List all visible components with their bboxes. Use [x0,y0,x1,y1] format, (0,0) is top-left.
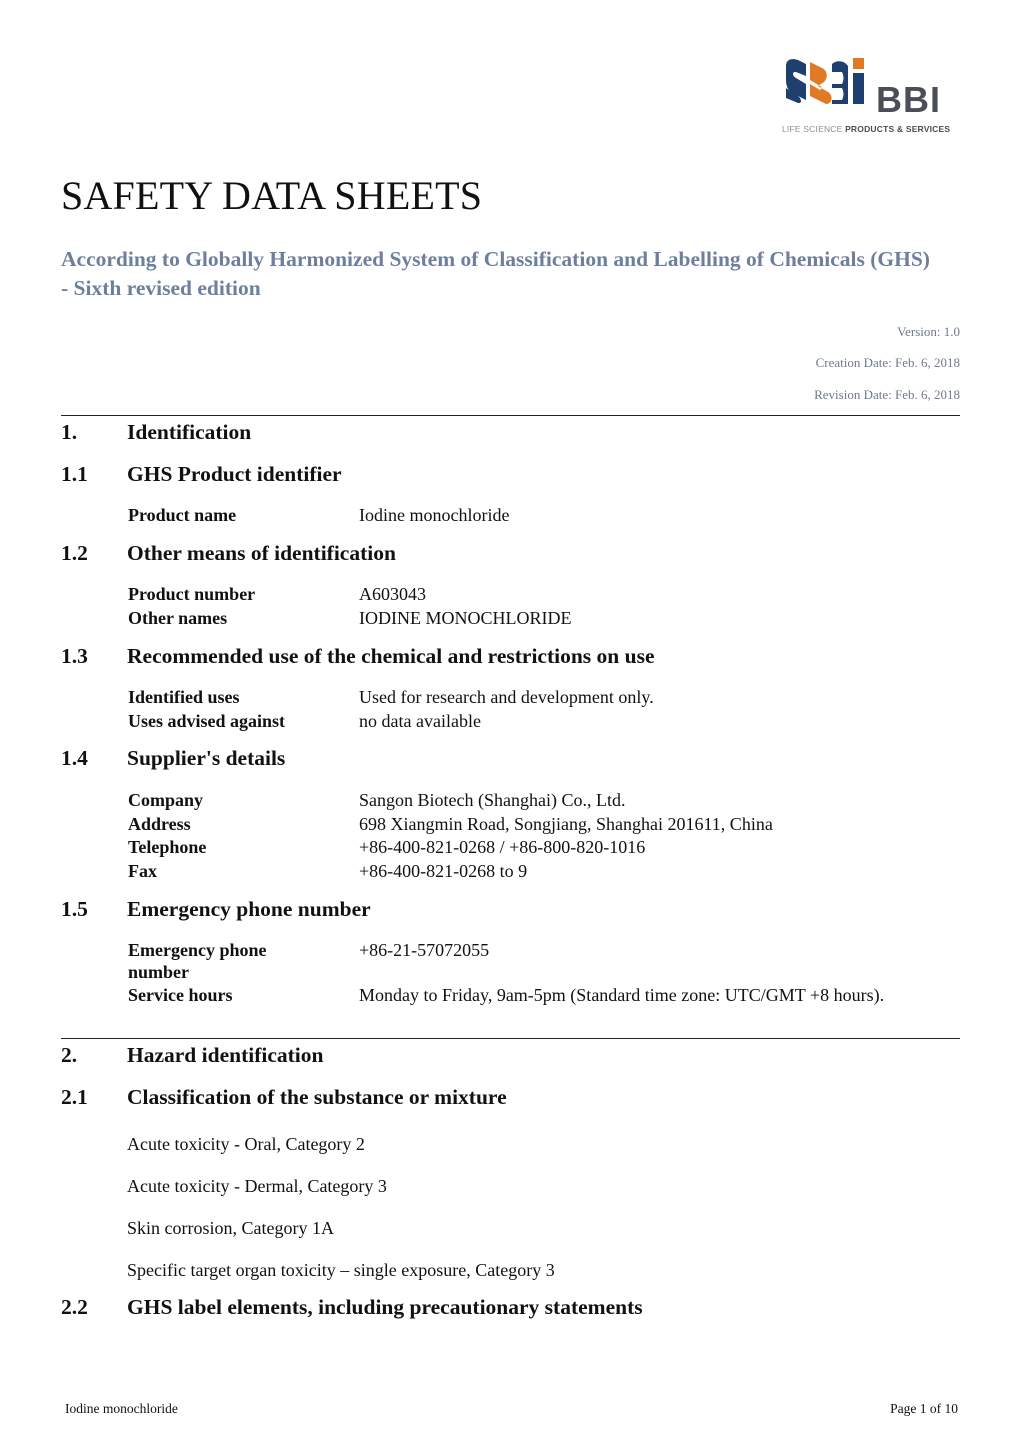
footer-product-name: Iodine monochloride [65,1401,178,1416]
classification-item: Specific target organ toxicity – single exposure, Category 3 [127,1260,555,1280]
classification-item: Skin corrosion, Category 1A [127,1218,334,1238]
footer-page-number: Page 1 of 10 [890,1401,958,1416]
classification-item: Acute toxicity - Dermal, Category 3 [127,1176,387,1196]
section-divider [61,1038,960,1039]
logo-tagline: LIFE SCIENCE PRODUCTS & SERVICES [782,124,951,134]
section-divider [61,415,960,416]
logo-brand-text: BBI [876,79,941,120]
version-label: Version: 1.0 [897,324,960,339]
creation-date: Creation Date: Feb. 6, 2018 [815,355,960,370]
revision-date: Revision Date: Feb. 6, 2018 [814,387,960,402]
document-title: SAFETY DATA SHEETS [61,173,483,218]
classification-item: Acute toxicity - Oral, Category 2 [127,1134,365,1154]
document-subtitle: According to Globally Harmonized System of Classification and Labelling of Chemicals (GHS) - Sixth revised edition [61,247,930,300]
